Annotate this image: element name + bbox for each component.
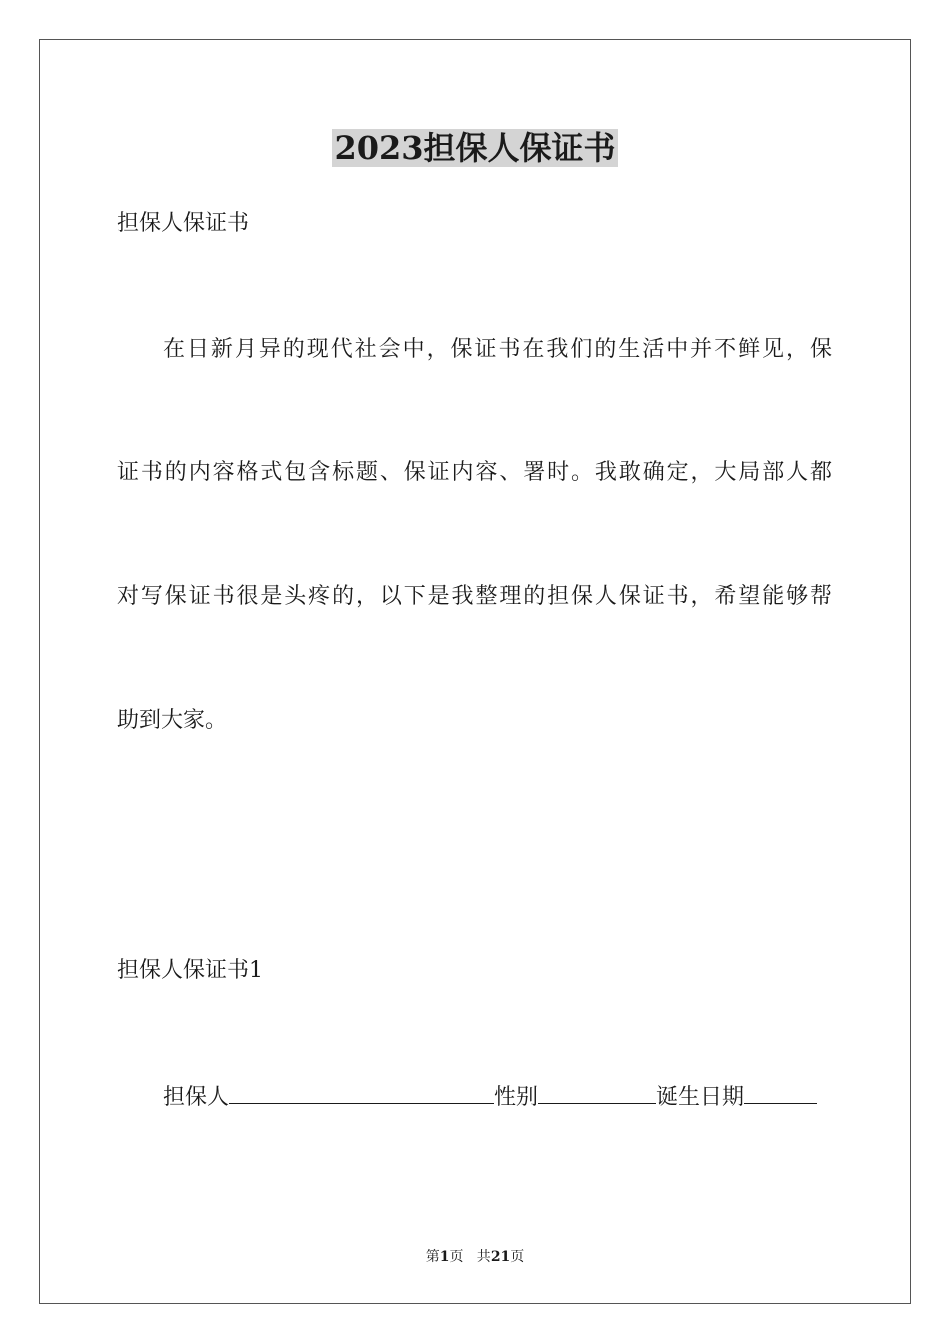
gender-blank[interactable] <box>538 1081 656 1104</box>
intro-line-2-text: 证书的内容格式包含标题、保证内容、署时。我敢确定，大局部人都 <box>117 460 832 485</box>
gender-label: 性别 <box>494 1085 539 1110</box>
guarantor-blank[interactable] <box>229 1081 494 1104</box>
footer-total-pages: 21 <box>490 1249 511 1265</box>
page-footer <box>0 1248 950 1266</box>
document-title-text: 2023担保人保证书 <box>334 129 616 167</box>
form-row <box>163 1081 817 1113</box>
footer-current-page: 1 <box>439 1249 450 1265</box>
footer-prefix: 第 <box>425 1249 440 1265</box>
footer-mid: 页 共 <box>449 1249 491 1265</box>
intro-line-3 <box>117 582 832 612</box>
intro-line-1-text: 在日新月异的现代社会中，保证书在我们的生活中并不鲜见，保 <box>163 337 832 362</box>
document-subtitle: 担保人保证书 <box>117 211 250 236</box>
intro-line-4: 助到大家。 <box>117 708 228 733</box>
section-heading: 担保人保证书1 <box>117 958 263 983</box>
intro-line-2 <box>117 458 832 488</box>
footer-suffix: 页 <box>510 1249 525 1265</box>
intro-line-1 <box>163 335 832 365</box>
guarantor-label: 担保人 <box>163 1085 230 1110</box>
birthdate-label: 诞生日期 <box>656 1085 745 1110</box>
birthdate-blank[interactable] <box>744 1081 817 1104</box>
intro-line-3-text: 对写保证书很是头疼的，以下是我整理的担保人保证书，希望能够帮 <box>117 584 832 609</box>
document-title <box>0 126 950 170</box>
